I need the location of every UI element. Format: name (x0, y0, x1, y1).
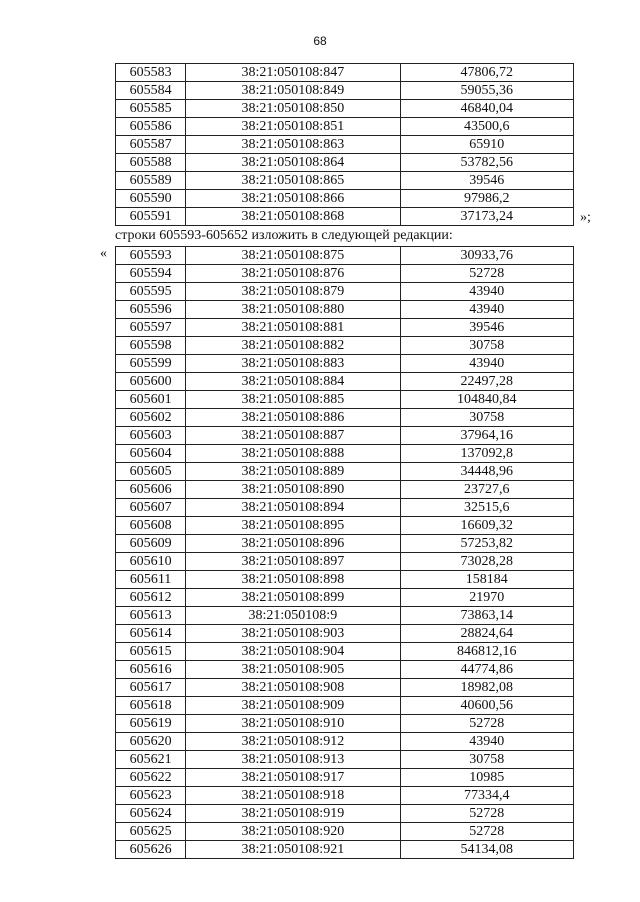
value-cell: 22497,28 (400, 373, 573, 391)
value-cell: 73028,28 (400, 553, 573, 571)
value-cell: 44774,86 (400, 661, 573, 679)
table-row (116, 319, 574, 337)
table-row (116, 283, 574, 301)
row-number-cell: 605613 (116, 607, 186, 625)
value-cell: 77334,4 (400, 787, 573, 805)
cadastral-number-cell: 38:21:050108:908 (186, 679, 400, 697)
table-row (116, 190, 574, 208)
table-row (116, 136, 574, 154)
value-cell: 46840,04 (400, 100, 573, 118)
cadastral-number-cell: 38:21:050108:864 (186, 154, 400, 172)
cadastral-number-cell: 38:21:050108:903 (186, 625, 400, 643)
row-number-cell: 605609 (116, 535, 186, 553)
table-row (116, 751, 574, 769)
cadastral-number-cell: 38:21:050108:865 (186, 172, 400, 190)
row-number-cell: 605625 (116, 823, 186, 841)
records-table-amended (115, 246, 574, 859)
value-cell: 43940 (400, 283, 573, 301)
value-cell: 137092,8 (400, 445, 573, 463)
table-row (116, 247, 574, 265)
table-row (116, 571, 574, 589)
value-cell: 16609,32 (400, 517, 573, 535)
row-number-cell: 605606 (116, 481, 186, 499)
cadastral-number-cell: 38:21:050108:879 (186, 283, 400, 301)
value-cell: 30758 (400, 751, 573, 769)
table-row (116, 553, 574, 571)
row-number-cell: 605598 (116, 337, 186, 355)
value-cell: 53782,56 (400, 154, 573, 172)
row-number-cell: 605583 (116, 64, 186, 82)
cadastral-number-cell: 38:21:050108:868 (186, 208, 400, 226)
value-cell: 37173,24 (400, 208, 573, 226)
cadastral-number-cell: 38:21:050108:905 (186, 661, 400, 679)
row-number-cell: 605626 (116, 841, 186, 859)
cadastral-number-cell: 38:21:050108:875 (186, 247, 400, 265)
table-row (116, 643, 574, 661)
table-row (116, 481, 574, 499)
table-row (116, 517, 574, 535)
table-row (116, 697, 574, 715)
value-cell: 47806,72 (400, 64, 573, 82)
cadastral-number-cell: 38:21:050108:917 (186, 769, 400, 787)
table-row (116, 100, 574, 118)
row-number-cell: 605605 (116, 463, 186, 481)
row-number-cell: 605614 (116, 625, 186, 643)
value-cell: 30758 (400, 409, 573, 427)
cadastral-number-cell: 38:21:050108:921 (186, 841, 400, 859)
cadastral-number-cell: 38:21:050108:880 (186, 301, 400, 319)
value-cell: 28824,64 (400, 625, 573, 643)
cadastral-number-cell: 38:21:050108:890 (186, 481, 400, 499)
row-number-cell: 605586 (116, 118, 186, 136)
closing-quote-mark: »; (580, 210, 591, 225)
table-row (116, 172, 574, 190)
table-row (116, 733, 574, 751)
value-cell: 59055,36 (400, 82, 573, 100)
table-row (116, 463, 574, 481)
cadastral-number-cell: 38:21:050108:895 (186, 517, 400, 535)
cadastral-number-cell: 38:21:050108:851 (186, 118, 400, 136)
value-cell: 37964,16 (400, 427, 573, 445)
table-row (116, 82, 574, 100)
table-row (116, 64, 574, 82)
amendment-instruction: строки 605593-605652 изложить в следующей редакции: (115, 228, 453, 243)
value-cell: 54134,08 (400, 841, 573, 859)
table-row (116, 265, 574, 283)
table-row (116, 769, 574, 787)
table-row (116, 679, 574, 697)
value-cell: 43940 (400, 301, 573, 319)
cadastral-number-cell: 38:21:050108:910 (186, 715, 400, 733)
row-number-cell: 605604 (116, 445, 186, 463)
value-cell: 43500,6 (400, 118, 573, 136)
cadastral-number-cell: 38:21:050108:904 (186, 643, 400, 661)
row-number-cell: 605622 (116, 769, 186, 787)
row-number-cell: 605584 (116, 82, 186, 100)
value-cell: 39546 (400, 172, 573, 190)
value-cell: 18982,08 (400, 679, 573, 697)
row-number-cell: 605623 (116, 787, 186, 805)
cadastral-number-cell: 38:21:050108:889 (186, 463, 400, 481)
row-number-cell: 605616 (116, 661, 186, 679)
cadastral-number-cell: 38:21:050108:876 (186, 265, 400, 283)
cadastral-number-cell: 38:21:050108:918 (186, 787, 400, 805)
value-cell: 97986,2 (400, 190, 573, 208)
cadastral-number-cell: 38:21:050108:913 (186, 751, 400, 769)
cadastral-number-cell: 38:21:050108:886 (186, 409, 400, 427)
table-row (116, 805, 574, 823)
row-number-cell: 605595 (116, 283, 186, 301)
table-row (116, 625, 574, 643)
row-number-cell: 605588 (116, 154, 186, 172)
row-number-cell: 605603 (116, 427, 186, 445)
cadastral-number-cell: 38:21:050108:863 (186, 136, 400, 154)
table-row (116, 607, 574, 625)
cadastral-number-cell: 38:21:050108:849 (186, 82, 400, 100)
table-row (116, 427, 574, 445)
table-row (116, 715, 574, 733)
value-cell: 846812,16 (400, 643, 573, 661)
table-row (116, 409, 574, 427)
cadastral-number-cell: 38:21:050108:9 (186, 607, 400, 625)
table-row (116, 391, 574, 409)
row-number-cell: 605599 (116, 355, 186, 373)
value-cell: 21970 (400, 589, 573, 607)
cadastral-number-cell: 38:21:050108:898 (186, 571, 400, 589)
row-number-cell: 605611 (116, 571, 186, 589)
cadastral-number-cell: 38:21:050108:882 (186, 337, 400, 355)
cadastral-number-cell: 38:21:050108:881 (186, 319, 400, 337)
value-cell: 10985 (400, 769, 573, 787)
value-cell: 52728 (400, 715, 573, 733)
table-row (116, 823, 574, 841)
row-number-cell: 605590 (116, 190, 186, 208)
row-number-cell: 605607 (116, 499, 186, 517)
table-row (116, 589, 574, 607)
row-number-cell: 605596 (116, 301, 186, 319)
records-table-existing (115, 63, 574, 226)
cadastral-number-cell: 38:21:050108:897 (186, 553, 400, 571)
row-number-cell: 605610 (116, 553, 186, 571)
table-row (116, 337, 574, 355)
row-number-cell: 605602 (116, 409, 186, 427)
value-cell: 30758 (400, 337, 573, 355)
value-cell: 39546 (400, 319, 573, 337)
cadastral-number-cell: 38:21:050108:885 (186, 391, 400, 409)
table-row (116, 841, 574, 859)
value-cell: 30933,76 (400, 247, 573, 265)
value-cell: 52728 (400, 805, 573, 823)
page-number: 68 (313, 34, 327, 48)
cadastral-number-cell: 38:21:050108:894 (186, 499, 400, 517)
records-table-existing-body (116, 64, 574, 226)
table-row (116, 535, 574, 553)
value-cell: 65910 (400, 136, 573, 154)
table-row (116, 355, 574, 373)
cadastral-number-cell: 38:21:050108:896 (186, 535, 400, 553)
value-cell: 40600,56 (400, 697, 573, 715)
records-table-amended-body (116, 247, 574, 859)
cadastral-number-cell: 38:21:050108:909 (186, 697, 400, 715)
row-number-cell: 605617 (116, 679, 186, 697)
table-row (116, 118, 574, 136)
table-row (116, 499, 574, 517)
value-cell: 57253,82 (400, 535, 573, 553)
row-number-cell: 605591 (116, 208, 186, 226)
row-number-cell: 605589 (116, 172, 186, 190)
cadastral-number-cell: 38:21:050108:883 (186, 355, 400, 373)
cadastral-number-cell: 38:21:050108:899 (186, 589, 400, 607)
value-cell: 52728 (400, 823, 573, 841)
table-row (116, 787, 574, 805)
value-cell: 32515,6 (400, 499, 573, 517)
cadastral-number-cell: 38:21:050108:884 (186, 373, 400, 391)
value-cell: 43940 (400, 355, 573, 373)
cadastral-number-cell: 38:21:050108:919 (186, 805, 400, 823)
table-row (116, 661, 574, 679)
table-row (116, 301, 574, 319)
value-cell: 158184 (400, 571, 573, 589)
cadastral-number-cell: 38:21:050108:920 (186, 823, 400, 841)
row-number-cell: 605585 (116, 100, 186, 118)
value-cell: 104840,84 (400, 391, 573, 409)
value-cell: 43940 (400, 733, 573, 751)
cadastral-number-cell: 38:21:050108:912 (186, 733, 400, 751)
opening-quote-mark: « (100, 246, 107, 261)
table-row (116, 208, 574, 226)
cadastral-number-cell: 38:21:050108:887 (186, 427, 400, 445)
row-number-cell: 605618 (116, 697, 186, 715)
row-number-cell: 605624 (116, 805, 186, 823)
table-row (116, 154, 574, 172)
row-number-cell: 605612 (116, 589, 186, 607)
row-number-cell: 605600 (116, 373, 186, 391)
row-number-cell: 605619 (116, 715, 186, 733)
value-cell: 73863,14 (400, 607, 573, 625)
value-cell: 23727,6 (400, 481, 573, 499)
cadastral-number-cell: 38:21:050108:850 (186, 100, 400, 118)
cadastral-number-cell: 38:21:050108:888 (186, 445, 400, 463)
row-number-cell: 605597 (116, 319, 186, 337)
row-number-cell: 605593 (116, 247, 186, 265)
row-number-cell: 605601 (116, 391, 186, 409)
row-number-cell: 605608 (116, 517, 186, 535)
table-row (116, 445, 574, 463)
table-row (116, 373, 574, 391)
value-cell: 34448,96 (400, 463, 573, 481)
value-cell: 52728 (400, 265, 573, 283)
row-number-cell: 605621 (116, 751, 186, 769)
cadastral-number-cell: 38:21:050108:866 (186, 190, 400, 208)
row-number-cell: 605615 (116, 643, 186, 661)
cadastral-number-cell: 38:21:050108:847 (186, 64, 400, 82)
row-number-cell: 605587 (116, 136, 186, 154)
row-number-cell: 605594 (116, 265, 186, 283)
row-number-cell: 605620 (116, 733, 186, 751)
